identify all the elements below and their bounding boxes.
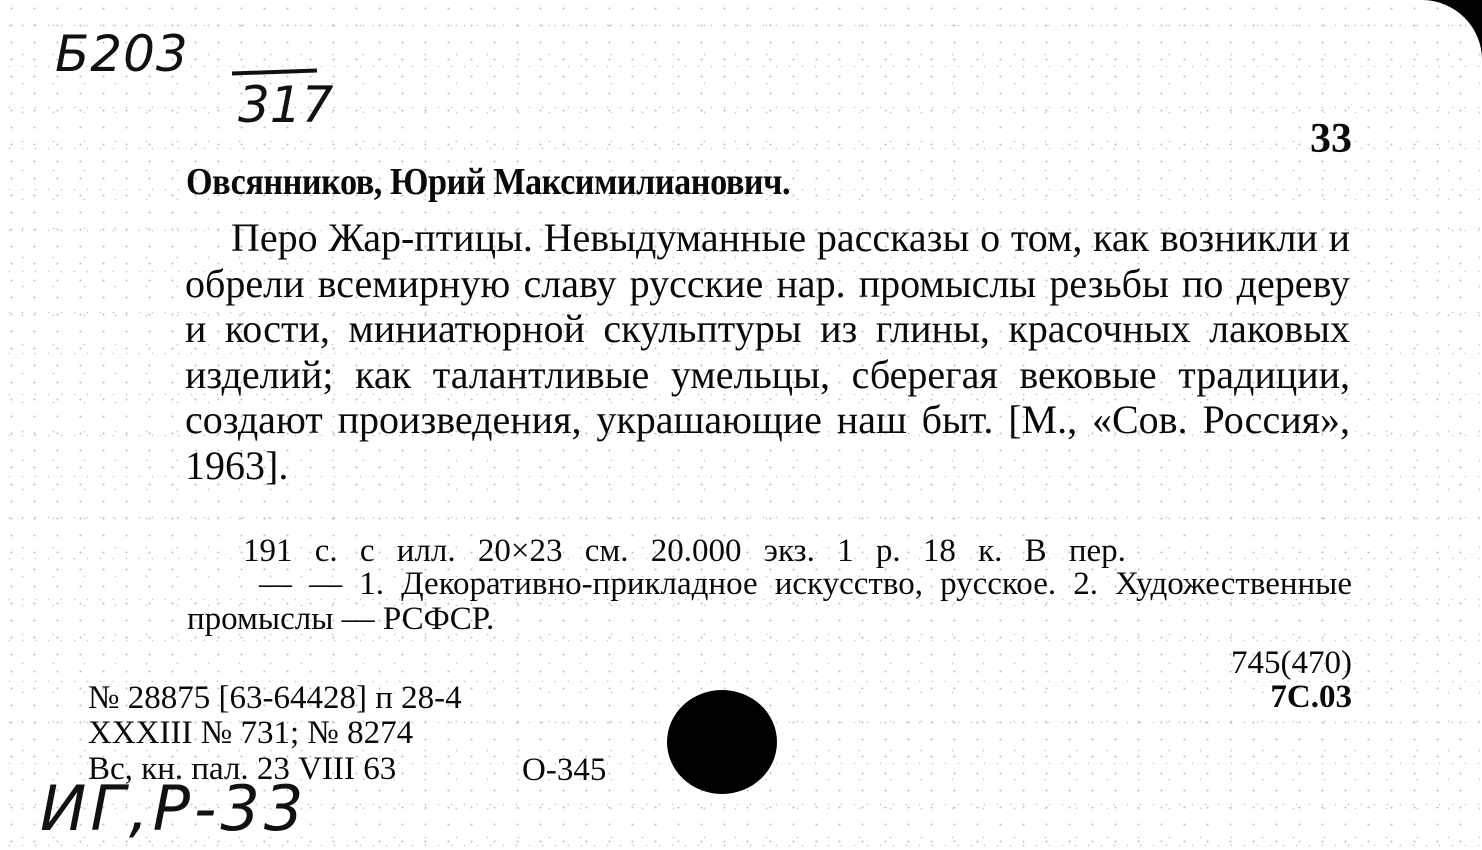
classification-bbk: 7С.03 [1270, 679, 1352, 715]
shelfmark-bottom: 317 [238, 76, 334, 134]
handwritten-note: ИГ,Р-33 [40, 772, 308, 845]
order-code: О-345 [522, 752, 607, 788]
title-description: Перо Жар-птицы. Невыдуманные рассказы о том, как возникли и обрели всемирную славу русские нар. промыслы резьбы по дереву и кости, миниатюрной скульптуры из глины, красочных лаковых изделий; как талантливые умельцы, сберегая вековые традиции, создают произведения, украшающие наш быт. [М., «Сов. Россия», 1963]. [185, 215, 1350, 488]
registration-number: № 28875 [63-64428] п 28-4 [88, 680, 462, 716]
author-heading: Овсянников, Юрий Максимилианович. [186, 161, 791, 203]
subject-headings: — — 1. Декоративно-прикладное искусство, русское. 2. Художественные промыслы — РСФСР. [187, 566, 1352, 637]
physical-description: 191 с. с илл. 20×23 см. 20.000 экз. 1 р. 18 к. В пер. [243, 533, 1126, 569]
shelfmark-top: Б203 [55, 25, 189, 83]
classification-udc: 745(470) [1231, 645, 1352, 681]
punch-hole [667, 690, 777, 794]
card-number: 33 [1310, 116, 1352, 162]
chamber-number: XXXIII № 731; № 8274 [88, 715, 414, 751]
shelfmark-divider [232, 69, 317, 76]
book-chamber-date: Вс, кн. пал. 23 VIII 63 [88, 751, 397, 787]
